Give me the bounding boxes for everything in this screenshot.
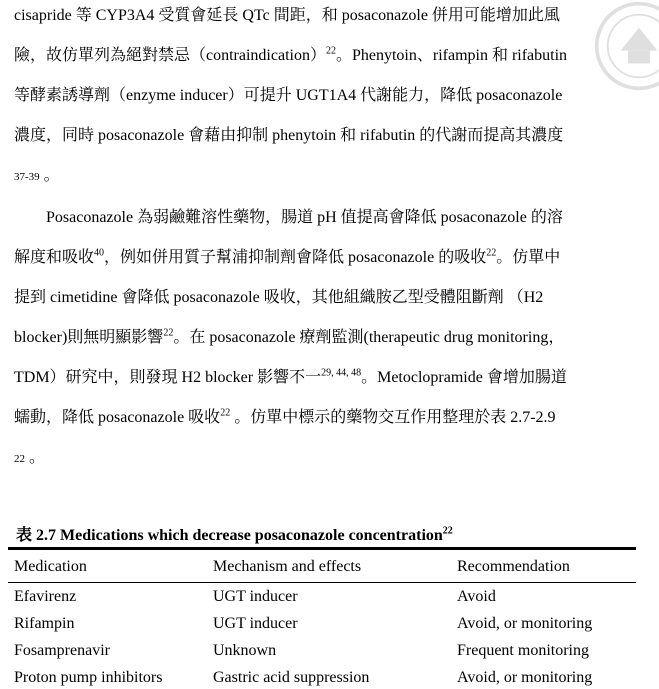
reference-superscript: 22 bbox=[14, 453, 25, 465]
table-header-row bbox=[14, 556, 636, 578]
table-cell: Rifampin bbox=[14, 615, 75, 632]
table-cell: Avoid, or monitoring bbox=[457, 669, 593, 686]
reference-superscript: 22 bbox=[163, 328, 174, 339]
table-cell: Unknown bbox=[213, 642, 277, 659]
table-header-rule bbox=[8, 582, 636, 583]
reference-superscript: 22 bbox=[220, 408, 231, 419]
reference-superscript: 22 bbox=[486, 248, 497, 259]
column-header: Recommendation bbox=[457, 558, 570, 575]
paragraph-2-line-2: 解度和吸收$^{40}$，例如併用質子幫浦抑制劑會降低 posaconazole 的吸收$^{22}$。仿單中 bbox=[14, 248, 561, 266]
column-header: Mechanism and effects bbox=[213, 558, 362, 575]
paragraph-2-line-5: TDM）研究中，則發現 H2 blocker 影響不一$^{29, 44, 48}$。Metoclopramide 會增加腸道 bbox=[14, 368, 567, 386]
table-caption: 表 2.7 Medications which decrease posaconazole concentration$^{22}$ bbox=[16, 525, 453, 544]
table-cell: Proton pump inhibitors bbox=[14, 669, 163, 686]
paragraph-1-line-4: 濃度，同時 posaconazole 會藉由抑制 phenytoin 和 rifabutin 的代謝而提高其濃度 bbox=[14, 127, 564, 144]
table-cell: Avoid, or monitoring bbox=[457, 615, 593, 632]
table-row bbox=[14, 640, 636, 662]
table-cell: Fosamprenavir bbox=[14, 642, 110, 659]
column-header: Medication bbox=[14, 558, 87, 575]
reference-superscript: 22 bbox=[442, 525, 453, 537]
table-cell: UGT inducer bbox=[213, 588, 298, 605]
paragraph-2-line-4: blocker)則無明顯影響$^{22}$。在 posaconazole 療劑監測(therapeutic drug monitoring， bbox=[14, 328, 565, 346]
table-top-rule bbox=[8, 547, 636, 550]
paragraph-1-line-1: cisapride 等 CYP3A4 受質會延長 QTc 間距，和 posaconazole 併用可能增加此風 bbox=[14, 7, 560, 24]
table-row bbox=[14, 613, 636, 635]
paragraph-1-line-2: 險，故仿單列為絕對禁忌（contraindication）$^{22}$。Phenytoin、rifampin 和 rifabutin bbox=[14, 46, 568, 64]
reference-superscript: 40 bbox=[94, 248, 105, 259]
table-cell: Gastric acid suppression bbox=[213, 669, 370, 686]
paragraph-2-line-6: 蠕動，降低 posaconazole 吸收$^{22}$ 。仿單中標示的藥物交互作用整理於表 2.7-2.9 bbox=[14, 408, 556, 426]
table-row bbox=[14, 667, 636, 689]
table-cell: Efavirenz bbox=[14, 588, 77, 605]
paragraph-2-line-7: 22 。 bbox=[14, 449, 46, 466]
reference-superscript: 22 bbox=[325, 46, 336, 57]
table-cell: UGT inducer bbox=[213, 615, 298, 632]
reference-superscript: 37-39 bbox=[14, 171, 40, 183]
table-cell: Avoid bbox=[457, 588, 496, 605]
table-row bbox=[14, 586, 636, 608]
paragraph-1-line-5: 37-39 。 bbox=[14, 167, 60, 184]
reference-superscript: 29, 44, 48 bbox=[321, 368, 362, 379]
table-cell: Frequent monitoring bbox=[457, 642, 589, 659]
paragraph-2-line-1: Posaconazole 為弱鹼難溶性藥物，腸道 pH 值提高會降低 posaconazole 的溶 bbox=[46, 209, 563, 226]
paragraph-2-line-3: 提到 cimetidine 會降低 posaconazole 吸收，其他組織胺乙型受體阻斷劑 （H2 bbox=[14, 289, 544, 306]
paragraph-1-line-3: 等酵素誘導劑（enzyme inducer）可提升 UGT1A4 代謝能力，降低 posaconazole bbox=[14, 87, 563, 104]
